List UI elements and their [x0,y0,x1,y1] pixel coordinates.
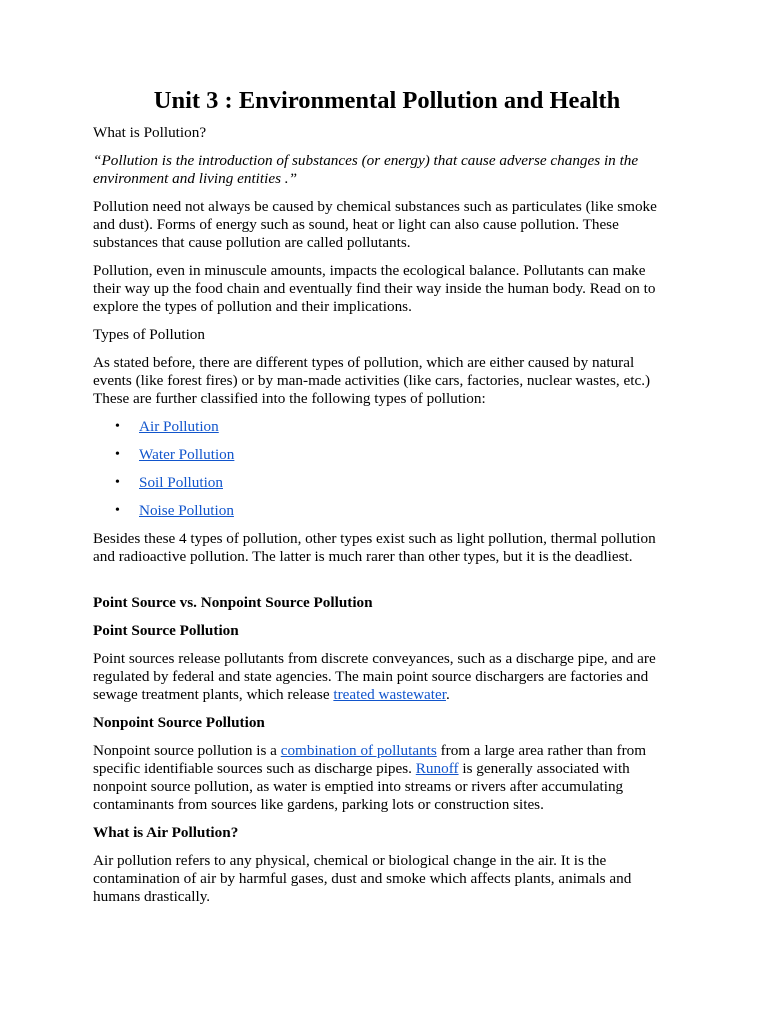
heading-nonpoint-source: Nonpoint Source Pollution [93,714,265,731]
link-soil-pollution[interactable]: Soil Pollution [139,474,223,491]
list-item [93,446,673,464]
bullet-icon: • [115,475,120,490]
paragraph-types-intro: As stated before, there are different types of pollution, which are either caused by natural events (like forest fires) or by man-made activities (like cars, factories, nuclear wastes, etc.) These are further classified into the following types of pollution: [93,354,651,407]
point-text-before: Point sources release pollutants from discrete conveyances, such as a discharge pipe, and are regulated by federal and state agencies. The main point source dischargers are factories and sewage treatment plants, which release [93,650,656,703]
link-runoff[interactable]: Runoff [415,760,459,777]
nonpoint-text-middle: from a large area rather than from specific identifiable sources such as discharge pipes. [93,742,647,777]
types-of-pollution-heading: Types of Pollution [93,326,205,343]
document-page [93,84,673,916]
list-item [93,502,673,520]
link-air-pollution[interactable]: Air Pollution [139,418,219,435]
list-item [93,474,673,492]
list-item [93,418,673,436]
nonpoint-text-before: Nonpoint source pollution is a [93,742,281,759]
link-water-pollution[interactable]: Water Pollution [139,446,235,463]
paragraph-pollution-causes: Pollution need not always be caused by chemical substances such as particulates (like smoke and dust). Forms of energy such as sound, heat or light can also cause pollution. These substances that cause pollution are called pollutants. [93,198,657,251]
link-combination-of-pollutants[interactable]: combination of pollutants [280,742,437,759]
heading-point-vs-nonpoint: Point Source vs. Nonpoint Source Pollution [93,594,373,611]
heading-point-source: Point Source Pollution [93,622,239,639]
paragraph-other-types: Besides these 4 types of pollution, other types exist such as light pollution, thermal pollution and radioactive pollution. The latter is much rarer than other types, but it is the deadliest. [93,530,656,565]
nonpoint-text-after: is generally associated with nonpoint source pollution, as water is emptied into streams or rivers after accumulating contaminants from sources like gardens, parking lots or construction sites. [93,760,630,813]
heading-air-pollution: What is Air Pollution? [93,824,239,841]
question-what-is-pollution: What is Pollution? [93,124,207,141]
bullet-icon: • [115,419,120,434]
paragraph-ecological-balance: Pollution, even in minuscule amounts, impacts the ecological balance. Pollutants can make their way up the food chain and eventually find their way inside the human body. Read on to explore the types of pollution and their implications. [93,262,656,315]
link-treated-wastewater[interactable]: treated wastewater [333,686,446,703]
pollution-types-list [93,418,673,520]
bullet-icon: • [115,447,120,462]
link-noise-pollution[interactable]: Noise Pollution [139,502,234,519]
bullet-icon: • [115,503,120,518]
paragraph-nonpoint-source [93,742,673,814]
paragraph-air-pollution: Air pollution refers to any physical, chemical or biological change in the air. It is the contamination of air by harmful gases, dust and smoke which affects plants, animals and humans drastically. [93,852,632,905]
paragraph-point-source [93,650,673,704]
pollution-definition-quote: “Pollution is the introduction of substances (or energy) that cause adverse changes in the environment and living entities .” [93,152,639,187]
spacer [93,576,673,594]
point-text-after: . [445,686,450,703]
page-title: Unit 3 : Environmental Pollution and Health [153,87,621,114]
